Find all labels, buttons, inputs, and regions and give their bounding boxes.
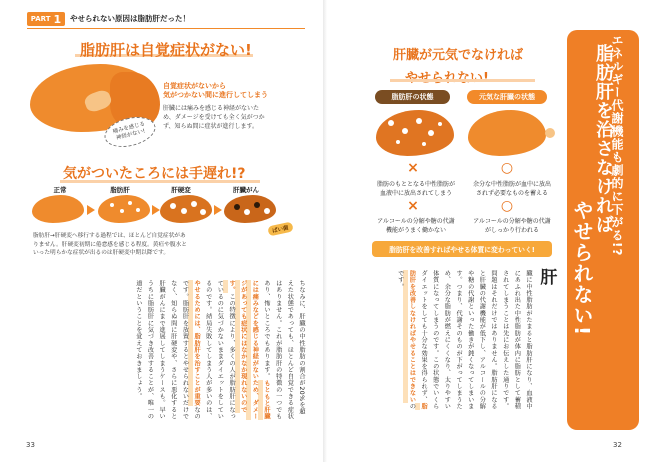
caption-line: アルコールの分解や糖の代謝 bbox=[377, 218, 455, 225]
liver-cancer bbox=[224, 195, 276, 223]
callout-body bbox=[163, 104, 265, 131]
page-number-right: 32 bbox=[613, 441, 622, 449]
caption-healthy-1 bbox=[462, 180, 562, 198]
part-badge bbox=[27, 12, 65, 26]
caption-line: 機能がうまく働かない bbox=[385, 227, 446, 234]
stage-label-cancer: 肝臓がん bbox=[233, 186, 259, 194]
header-rule bbox=[27, 28, 305, 29]
liver-fatty-state bbox=[376, 110, 454, 156]
drop-cap: 肝 bbox=[536, 268, 557, 285]
headline-no-symptoms: 脂肪肝は自覚症状がない! bbox=[80, 41, 252, 59]
caption-line: 血液中に放出されてしまう bbox=[379, 190, 452, 197]
callout-body-line: 肝臓には痛みを感じる神経がないた bbox=[163, 105, 260, 112]
label-healthy-liver: 元気な肝臓の状態 bbox=[467, 90, 547, 104]
caption-line: 脂肪のもととなる中性脂肪が bbox=[376, 181, 455, 188]
caption-healthy-2 bbox=[462, 217, 562, 235]
sparkle-icon bbox=[545, 128, 555, 138]
stage-description-line: りません。肝硬変初期に倦怠感を感じる程度。黄疸や腹水と bbox=[33, 241, 187, 248]
callout-body-line: め、ダメージを受けても全く気がつか bbox=[163, 114, 265, 121]
chapter-title: やせられない原因は脂肪肝だった！ bbox=[70, 14, 190, 23]
headline-line: 肝臓が元気でなければ bbox=[393, 48, 524, 63]
caption-line: 余分な中性脂肪が血中に放出 bbox=[472, 181, 551, 188]
callout-title-line: 気がつかない間に進行してしまう bbox=[163, 91, 268, 100]
stage-description-line: いった明らかな症状が出るのは肝硬変中期以降です。 bbox=[33, 250, 170, 257]
germ-tag: ぱい菌 bbox=[267, 222, 293, 237]
speech-bubble-no-nerve: 痛みを感じる 神経がない! bbox=[101, 112, 158, 152]
liver-healthy-state bbox=[468, 110, 546, 156]
headline-too-late: 気がついたころには手遅れ!? bbox=[63, 166, 246, 182]
part-label: PART bbox=[30, 15, 51, 23]
body-highlight: もともと肝臓には痛みなどを感じる神経がないため、ダメージがあっても症状にはなかなか現れないのです。 bbox=[223, 280, 270, 420]
body-highlight: やせるためには、脂肪肝を治すことが重要 bbox=[188, 280, 200, 406]
callout-title-line: 自覚症状がないから bbox=[163, 82, 226, 90]
body-segment: なのです。脂肪肝を放置するとやせられないだけでなく、知らぬ間に肝硬変や、さらに悪化すると肝臓がんにまで進展してしまうケースも。早いうちに脂肪肝に気づき改善することが、唯一の道だということを覚えておきましょう。 bbox=[134, 280, 201, 420]
body-highlight: 脂肪肝を改善しなければやせることはできない bbox=[403, 270, 427, 410]
improvement-banner: 脂肪肝を改善すればやせる体質に変わっていく! bbox=[372, 241, 552, 257]
body-segment: つまり、代謝そのものが下がってしまうため、余分な脂肪が燃えにくくなり、太りやすい体質になってしまうのです。この状態でいくらダイエットをしても十分な効果を得られず、 bbox=[420, 270, 463, 410]
stage-description-line: 脂肪肝→肝硬変へ移行する過程では、ほとんど自覚症状があ bbox=[33, 233, 186, 239]
right-body-text bbox=[362, 270, 534, 416]
caption-line: アルコールの分解や糖の代謝 bbox=[473, 218, 551, 225]
stage-description bbox=[33, 232, 187, 258]
stage-label-fatty: 脂肪肝 bbox=[110, 186, 130, 194]
stage-label-cirrhosis: 肝硬変 bbox=[171, 186, 191, 194]
liver-fatty bbox=[98, 195, 150, 223]
caption-line: されず必要なものを蓄える bbox=[475, 190, 548, 197]
cross-icon: × bbox=[407, 198, 419, 214]
callout-body-line: ず、知らぬ間に症状が進行します。 bbox=[163, 123, 259, 130]
caption-fatty-2 bbox=[366, 217, 466, 235]
page-gutter bbox=[323, 0, 327, 462]
panel-subtitle: エネルギー代謝機能も劇的に下がる!? bbox=[610, 34, 624, 257]
body-segment: ちなみに、肝臓の中性脂肪の割合が20%を超えた状態であっても、ほとんど自覚できる症状はありません。これが脂肪肝の特徴の一つでもあり、怖いところでもあります。 bbox=[263, 280, 305, 420]
headline-underline bbox=[390, 79, 535, 82]
caption-fatty-1 bbox=[366, 180, 466, 198]
arrow-icon bbox=[87, 205, 95, 215]
arrow-icon bbox=[152, 205, 160, 215]
part-number: 1 bbox=[53, 12, 62, 26]
liver-cirrhosis bbox=[160, 195, 212, 223]
arrow-icon bbox=[214, 205, 222, 215]
body-segment: 臓に中性脂肪がたまると脂肪肝になり、血液中にあふれ出た中性脂肪が体内に脂肪として蓄積されてしまうことは先にお伝えした通りです。問題はそれだけではありません。脂肪肝になると肝臓の代謝機能が低下し、アルコールの分解や糖の代謝といった働きが鈍くなってしまいます。 bbox=[455, 270, 532, 410]
caption-line: がしっかり行われる bbox=[484, 227, 539, 234]
left-body-text bbox=[22, 280, 307, 420]
panel-title-line2: やせられない! bbox=[570, 200, 594, 337]
label-fatty-liver: 脂肪肝の状態 bbox=[375, 90, 450, 104]
callout-title bbox=[163, 82, 268, 101]
page-number-left: 33 bbox=[26, 441, 35, 449]
panel-title-line1: 脂肪肝を治さなければ bbox=[593, 44, 614, 234]
headline-line bbox=[405, 67, 523, 86]
cross-icon: × bbox=[407, 160, 419, 176]
body-segment: のです。 bbox=[396, 270, 416, 410]
body-segment: この特徴により、多くの人が脂肪肝になっているのに気づかないままダイエットをしているのです。結局失敗してしまう人が多いのは、 bbox=[204, 280, 236, 420]
circle-icon: ○ bbox=[500, 160, 514, 176]
liver-normal bbox=[32, 195, 84, 223]
circle-icon: ○ bbox=[500, 198, 514, 214]
stage-label-normal: 正常 bbox=[53, 186, 67, 194]
